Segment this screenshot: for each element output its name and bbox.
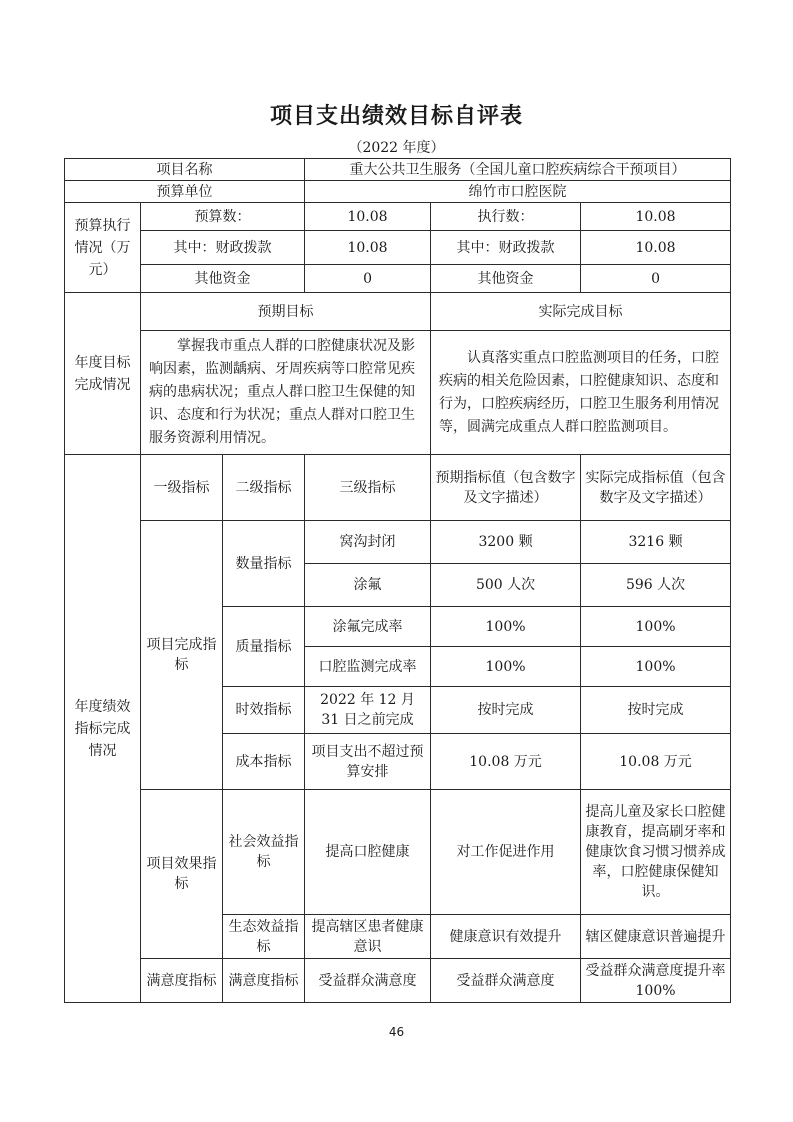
indicators-label: 年度绩效指标完成情况	[65, 455, 141, 1003]
group-completion: 项目完成指标	[141, 521, 223, 790]
budget-unit-label: 预算单位	[65, 181, 305, 203]
header-level1: 一级指标	[141, 455, 223, 521]
indicator-actual: 10.08 万元	[581, 734, 731, 790]
other-funds-exec-value: 0	[581, 265, 731, 293]
table-row	[65, 231, 731, 265]
table-row	[65, 331, 731, 455]
cost-indicator: 成本指标	[223, 734, 305, 790]
annual-goal-label: 年度目标完成情况	[65, 293, 141, 455]
quality-indicator: 质量指标	[223, 607, 305, 687]
social-benefit-indicator: 社会效益指标	[223, 790, 305, 915]
indicator-name: 提高口腔健康	[305, 790, 431, 915]
fiscal-exec-label: 其中：财政拨款	[431, 231, 581, 265]
budget-amount-label: 预算数：	[141, 203, 305, 231]
indicator-expected: 100%	[431, 607, 581, 647]
indicator-name: 窝沟封闭	[305, 521, 431, 564]
table-row	[65, 181, 731, 203]
fiscal-budget-value: 10.08	[305, 231, 431, 265]
indicator-actual: 受益群众满意度提升率 100%	[581, 959, 731, 1003]
group-satisfaction: 满意度指标	[141, 959, 223, 1003]
other-funds-exec-label: 其他资金	[431, 265, 581, 293]
fiscal-exec-value: 10.08	[581, 231, 731, 265]
indicator-expected: 3200 颗	[431, 521, 581, 564]
timeliness-indicator: 时效指标	[223, 687, 305, 734]
indicator-expected: 受益群众满意度	[431, 959, 581, 1003]
header-expected: 预期指标值（包含数字及文字描述）	[431, 455, 581, 521]
table-row	[65, 959, 731, 1003]
table-row	[65, 159, 731, 181]
indicator-name: 涂氟完成率	[305, 607, 431, 647]
project-name-value: 重大公共卫生服务（全国儿童口腔疾病综合干预项目）	[305, 159, 731, 181]
indicator-actual: 辖区健康意识普遍提升	[581, 915, 731, 959]
satisfaction-indicator: 满意度指标	[223, 959, 305, 1003]
table-row	[65, 265, 731, 293]
indicator-expected: 100%	[431, 647, 581, 687]
table-row	[65, 521, 731, 564]
indicator-actual: 3216 颗	[581, 521, 731, 564]
budget-amount-value: 10.08	[305, 203, 431, 231]
table-row	[65, 203, 731, 231]
indicator-expected: 10.08 万元	[431, 734, 581, 790]
expected-goal-text: 掌握我市重点人群的口腔健康状况及影响因素，监测龋病、牙周疾病等口腔常见疾病的患病状况；重点人群口腔卫生保健的知识、态度和行为状况；重点人群对口腔卫生服务资源利用情况。	[141, 331, 431, 455]
table-row	[65, 790, 731, 915]
project-name-label: 项目名称	[65, 159, 305, 181]
indicator-actual: 100%	[581, 647, 731, 687]
page-title: 项目支出绩效目标自评表	[269, 104, 523, 129]
indicator-actual: 按时完成	[581, 687, 731, 734]
indicator-name: 提高辖区患者健康意识	[305, 915, 431, 959]
header-level3: 三级指标	[305, 455, 431, 521]
actual-goal-header: 实际完成目标	[431, 293, 731, 331]
expected-goal-header: 预期目标	[141, 293, 431, 331]
other-funds-label: 其他资金	[141, 265, 305, 293]
indicator-actual: 100%	[581, 607, 731, 647]
budget-unit-value: 绵竹市口腔医院	[305, 181, 731, 203]
table-row	[65, 455, 731, 521]
actual-goal-text: 认真落实重点口腔监测项目的任务，口腔疾病的相关危险因素，口腔健康知识、态度和行为，口腔疾病经历，口腔卫生服务利用情况等，圆满完成重点人群口腔监测项目。	[431, 331, 731, 455]
table-row	[65, 293, 731, 331]
indicator-name: 口腔监测完成率	[305, 647, 431, 687]
quantity-indicator: 数量指标	[223, 521, 305, 607]
indicator-name: 2022 年 12 月 31 日之前完成	[305, 687, 431, 734]
indicator-expected: 健康意识有效提升	[431, 915, 581, 959]
indicator-name: 项目支出不超过预算安排	[305, 734, 431, 790]
budget-exec-label: 预算执行情况（万元）	[65, 203, 141, 293]
indicator-expected: 500 人次	[431, 564, 581, 607]
self-evaluation-table	[64, 158, 731, 1003]
exec-amount-value: 10.08	[581, 203, 731, 231]
exec-amount-label: 执行数：	[431, 203, 581, 231]
page-number: 46	[388, 1025, 405, 1039]
indicator-actual: 596 人次	[581, 564, 731, 607]
indicator-expected: 按时完成	[431, 687, 581, 734]
indicator-actual: 提高儿童及家长口腔健康教育，提高刷牙率和健康饮食习惯习惯养成率，口腔健康保健知识。	[581, 790, 731, 915]
fiscal-label: 其中：财政拨款	[141, 231, 305, 265]
header-actual: 实际完成指标值（包含数字及文字描述）	[581, 455, 731, 521]
indicator-expected: 对工作促进作用	[431, 790, 581, 915]
other-funds-budget: 0	[305, 265, 431, 293]
group-effect: 项目效果指标	[141, 790, 223, 959]
ecological-benefit-indicator: 生态效益指标	[223, 915, 305, 959]
fiscal-year: （2022 年度）	[348, 140, 445, 156]
indicator-name: 涂氟	[305, 564, 431, 607]
header-level2: 二级指标	[223, 455, 305, 521]
indicator-name: 受益群众满意度	[305, 959, 431, 1003]
